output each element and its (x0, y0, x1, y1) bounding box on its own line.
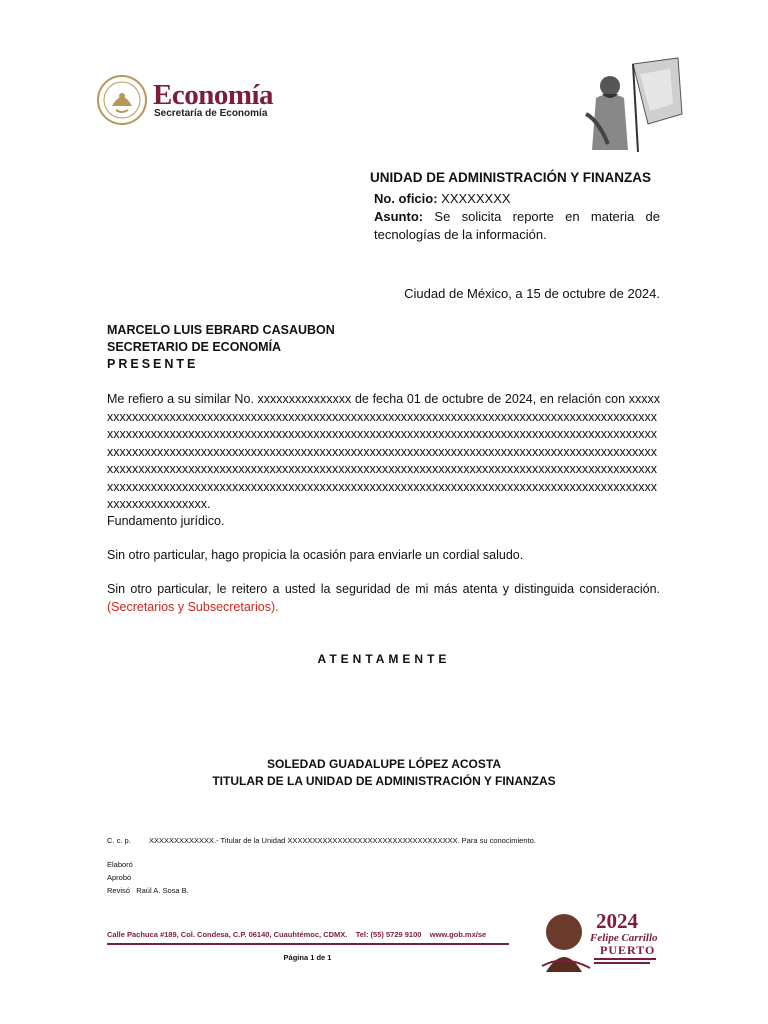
body-paragraph-4-text: Sin otro particular, le reitero a usted la seguridad de mi más atenta y distinguida consideración. (107, 582, 660, 596)
body-paragraph-2: Fundamento jurídico. (107, 514, 225, 528)
oficio-value: XXXXXXXX (441, 191, 511, 206)
staff-reviso-name: Raúl A. Sosa B. (136, 886, 189, 895)
badge-name: Felipe Carrillo (590, 932, 658, 944)
footer-divider (107, 943, 509, 945)
staff-initials (107, 858, 189, 897)
mexico-coat-of-arms-icon (96, 74, 148, 126)
asunto-label: Asunto: (374, 209, 424, 224)
signer-title: TITULAR DE LA UNIDAD DE ADMINISTRACIÓN Y FINANZAS (212, 774, 556, 788)
signer (0, 756, 768, 790)
logo-subtitle: Secretaría de Economía (154, 108, 268, 119)
oficio-line (374, 190, 660, 208)
addressee-presente: PRESENTE (107, 357, 199, 371)
asunto-value: Se solicita reporte en materia de tecnologías de la información. (374, 209, 660, 242)
staff-reviso: Revisó (107, 886, 130, 895)
staff-elaboro: Elaboró (107, 860, 133, 869)
addressee-title: SECRETARIO DE ECONOMÍA (107, 340, 282, 354)
logo-wordmark: Economía (153, 79, 274, 111)
closing: ATENTAMENTE (317, 652, 451, 666)
ccp-line (107, 836, 536, 845)
ccp-text: XXXXXXXXXXXXX.- Titular de la Unidad XXXXXXXXXXXXXXXXXXXXXXXXXXXXXXXXXX. Para su conocimiento. (149, 836, 536, 845)
staff-reviso-line (107, 884, 189, 897)
ccp-label: C. c. p. (107, 836, 131, 845)
body-paragraph-3: Sin otro particular, hago propicia la ocasión para enviarle un cordial saludo. (107, 548, 524, 562)
footer-address: Calle Pachuca #189, Col. Condesa, C.P. 06140, Cuauhtémoc, CDMX. Tel: (55) 5729 9100 www.gob.mx/se (107, 930, 487, 939)
badge-year: 2024 (596, 909, 638, 933)
document-date: Ciudad de México, a 15 de octubre de 2024. (404, 286, 660, 301)
addressee-name: MARCELO LUIS EBRARD CASAUBON (107, 323, 335, 337)
staff-aprobo: Aprobó (107, 873, 132, 882)
badge-name2: PUERTO (600, 943, 656, 957)
addressee (107, 322, 335, 373)
asunto-line (374, 208, 660, 244)
document-meta (374, 190, 660, 244)
signer-name: SOLEDAD GUADALUPE LÓPEZ ACOSTA (266, 757, 501, 771)
oficio-label: No. oficio: (374, 191, 438, 206)
woman-with-flag-illustration (578, 54, 688, 154)
unit-title: UNIDAD DE ADMINISTRACIÓN Y FINANZAS (370, 170, 652, 185)
page-number: Página 1 de 1 (283, 953, 332, 962)
body-paragraph-1: Me refiero a su similar No. xxxxxxxxxxxxxxx de fecha 01 de octubre de 2024, en relación con xxxxxxxxxxxxxxxxxxxxxxxxxxxxxxxxxxxxxxxxxxxxxxxxxxxxxxxxxxxxxxxxxxxxxxxxxxxxxxxxxxxxxxxxxxxxxxxxxxxxxxxxxxxxxxxxxxxxxxxxxxxxxxxxxxxxxxxxxxxxxxxxxxxxxxxxxxxxxxxxxxxxxxxxxxxxxxxxxxxxxxxxxxxxxxxxxxxxxxxxxxxxxxxxxxxxxxxxxxxxxxxxxxxxxxxxxxxxxxxxxxxxxxxxxxxxxxxxxxxxxxxxxxxxxxxxxxxxxxxxxxxxxxxxxxxxxxxxxxxxxxxxxxxxxxxxxxxxxxxxxxxxxxxxxxxxxxxxxxxxxxxxxxxxxxxxxxxxxxxxxxxxxxxxxxxxxxxxxxxxxxxxxxxxxxxxxxxxxxxxxxxxxxxxxxxxxxxxxxxxxxxxxxxxxxxxxxxxxxxxxxxxxxxxxxxxxxxxxxxxx. (107, 392, 660, 511)
body-paragraph-4-note: (Secretarios y Subsecretarios). (107, 599, 279, 614)
body-paragraph-4 (107, 581, 660, 616)
